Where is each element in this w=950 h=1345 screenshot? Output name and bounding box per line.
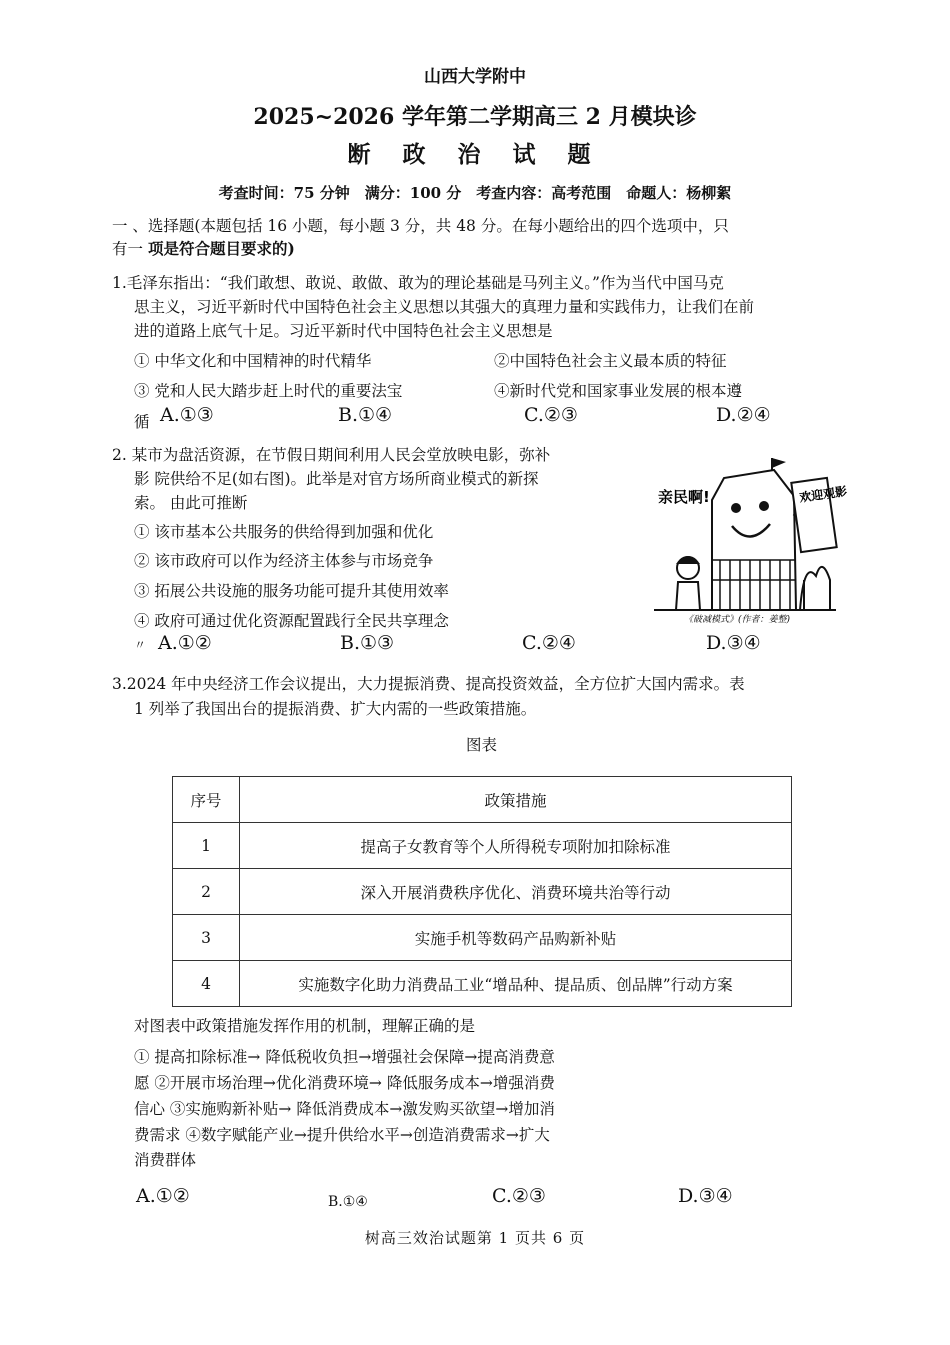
q2-option-2: ② 该市政府可以作为经济主体参与市场竞争 (134, 552, 434, 570)
q1-option-3: ③ 党和人民大踏步赶上时代的重要法宝 (134, 382, 403, 400)
exam-title-line2: 断 政 治 试 题 (347, 141, 603, 168)
q3-mechanism-line2: 愿 ②开展市场治理→优化消费环境→ 降低服务成本→增强消费 (134, 1074, 555, 1092)
q2-stem-line2: 影 院供给不足(如右图)。此举是对官方场所商业模式的新探 (134, 470, 539, 488)
table-cell: 2 (173, 869, 240, 915)
page-footer: 树高三效治试题第 1 页共 6 页 (364, 1229, 586, 1247)
table-row (173, 823, 792, 869)
q1-stem-line2: 思主义，习近平新时代中国特色社会主义思想以其强大的真理力量和实践伟力，让我们在前 (134, 298, 755, 316)
cartoon-bubble-text: 亲民啊! (658, 488, 710, 506)
table-row (173, 869, 792, 915)
section-instruction-lead: 有一 (112, 240, 148, 258)
q2-stem-line3: 索。 由此可推断 (134, 494, 248, 512)
table-cell: 1 (173, 823, 240, 869)
q2-choice-d[interactable]: D.③④ (706, 632, 761, 654)
q1-option-2: ②中国特色社会主义最本质的特征 (494, 352, 727, 370)
q1-choice-a[interactable]: A.①③ (160, 404, 214, 426)
table-row (173, 961, 792, 1007)
q1-option-1: ① 中华文化和中国精神的时代精华 (134, 352, 372, 370)
q3-table-caption: 图表 (466, 736, 498, 754)
q3-mechanism-line4: 费需求 ④数字赋能产业→提升供给水平→创造消费需求→扩大 (134, 1126, 550, 1144)
school-name: 山西大学附中 (424, 67, 526, 87)
table-cell: 提高子女教育等个人所得税专项附加扣除标准 (240, 823, 792, 869)
cartoon-drawing (654, 460, 848, 626)
q1-choice-b[interactable]: B.①④ (338, 404, 393, 426)
table-header-cell: 序号 (173, 777, 240, 823)
q3-mechanism-line5: 消费群体 (134, 1151, 197, 1169)
q3-choice-a[interactable]: A.①② (136, 1185, 190, 1207)
q3-choice-d[interactable]: D.③④ (678, 1185, 733, 1207)
q3-mechanism-line3: 信心 ③实施购新补贴→ 降低消费成本→激发购买欲望→增加消 (134, 1100, 555, 1118)
cartoon-illustration (654, 460, 848, 626)
table-cell: 实施手机等数码产品购新补贴 (240, 915, 792, 961)
exam-meta: 考查时间：75 分钟 满分：100 分 考查内容：高考范围 命题人：杨柳絮 (218, 184, 732, 202)
section-instruction-line2 (112, 237, 295, 259)
table-cell: 4 (173, 961, 240, 1007)
q1-option-4-tail: 循 (134, 413, 150, 431)
table-cell: 实施数字化助力消费品工业“增品种、提品质、创品牌”行动方案 (240, 961, 792, 1007)
table-row (173, 915, 792, 961)
q2-choice-b[interactable]: B.①③ (340, 632, 395, 654)
q1-stem-line3: 进的道路上底气十足。习近平新时代中国特色社会主义思想是 (134, 322, 553, 340)
q2-choice-c[interactable]: C.②④ (522, 632, 576, 654)
cartoon-caption: 《破减模式》(作者：姜整) (684, 615, 791, 625)
q2-option-4: ④ 政府可通过优化资源配置践行全民共享理念 (134, 612, 449, 630)
cartoon-sign-text: 欢迎观影 (798, 484, 848, 505)
q1-choice-d[interactable]: D.②④ (716, 404, 771, 426)
q1-choice-c[interactable]: C.②③ (524, 404, 578, 426)
exam-title-line1: 2025~2026 学年第二学期高三 2 月模块诊 (253, 104, 697, 130)
q3-stem-line2: 1 列举了我国出台的提振消费、扩大内需的一些政策措施。 (134, 700, 537, 718)
q1-stem-line1: 1.毛泽东指出：“我们敢想、敢说、敢做、敢为的理论基础是马列主义。”作为当代中国马克 (112, 274, 724, 292)
q3-prompt: 对图表中政策措施发挥作用的机制，理解正确的是 (134, 1017, 476, 1035)
q2-option-3: ③ 拓展公共设施的服务功能可提升其使用效率 (134, 582, 449, 600)
table-header-cell: 政策措施 (240, 777, 792, 823)
section-instruction-bold: 项是符合题目要求的) (147, 239, 295, 258)
table-cell: 3 (173, 915, 240, 961)
table-cell: 深入开展消费秩序优化、消费环境共治等行动 (240, 869, 792, 915)
q2-option-tail: 〃 (134, 638, 147, 652)
q3-mechanism-line1: ① 提高扣除标准→ 降低税收负担→增强社会保障→提高消费意 (134, 1048, 555, 1066)
q1-option-4: ④新时代党和国家事业发展的根本遵 (494, 382, 743, 400)
q2-stem-line1: 2. 某市为盘活资源，在节假日期间利用人民会堂放映电影，弥补 (112, 446, 551, 464)
q3-choice-b[interactable]: B.①④ (328, 1194, 368, 1210)
section-instruction-line1: 一 、选择题(本题包括 16 小题，每小题 3 分，共 48 分。在每小题给出的四个选项中，只 (112, 217, 729, 235)
policy-table (172, 776, 792, 1007)
table-header-row (173, 777, 792, 823)
q3-choice-c[interactable]: C.②③ (492, 1185, 546, 1207)
q2-choice-a[interactable]: A.①② (158, 632, 212, 654)
q3-stem-line1: 3.2024 年中央经济工作会议提出，大力提振消费、提高投资效益，全方位扩大国内需求。表 (112, 675, 745, 693)
q2-option-1: ① 该市基本公共服务的供给得到加强和优化 (134, 523, 434, 541)
